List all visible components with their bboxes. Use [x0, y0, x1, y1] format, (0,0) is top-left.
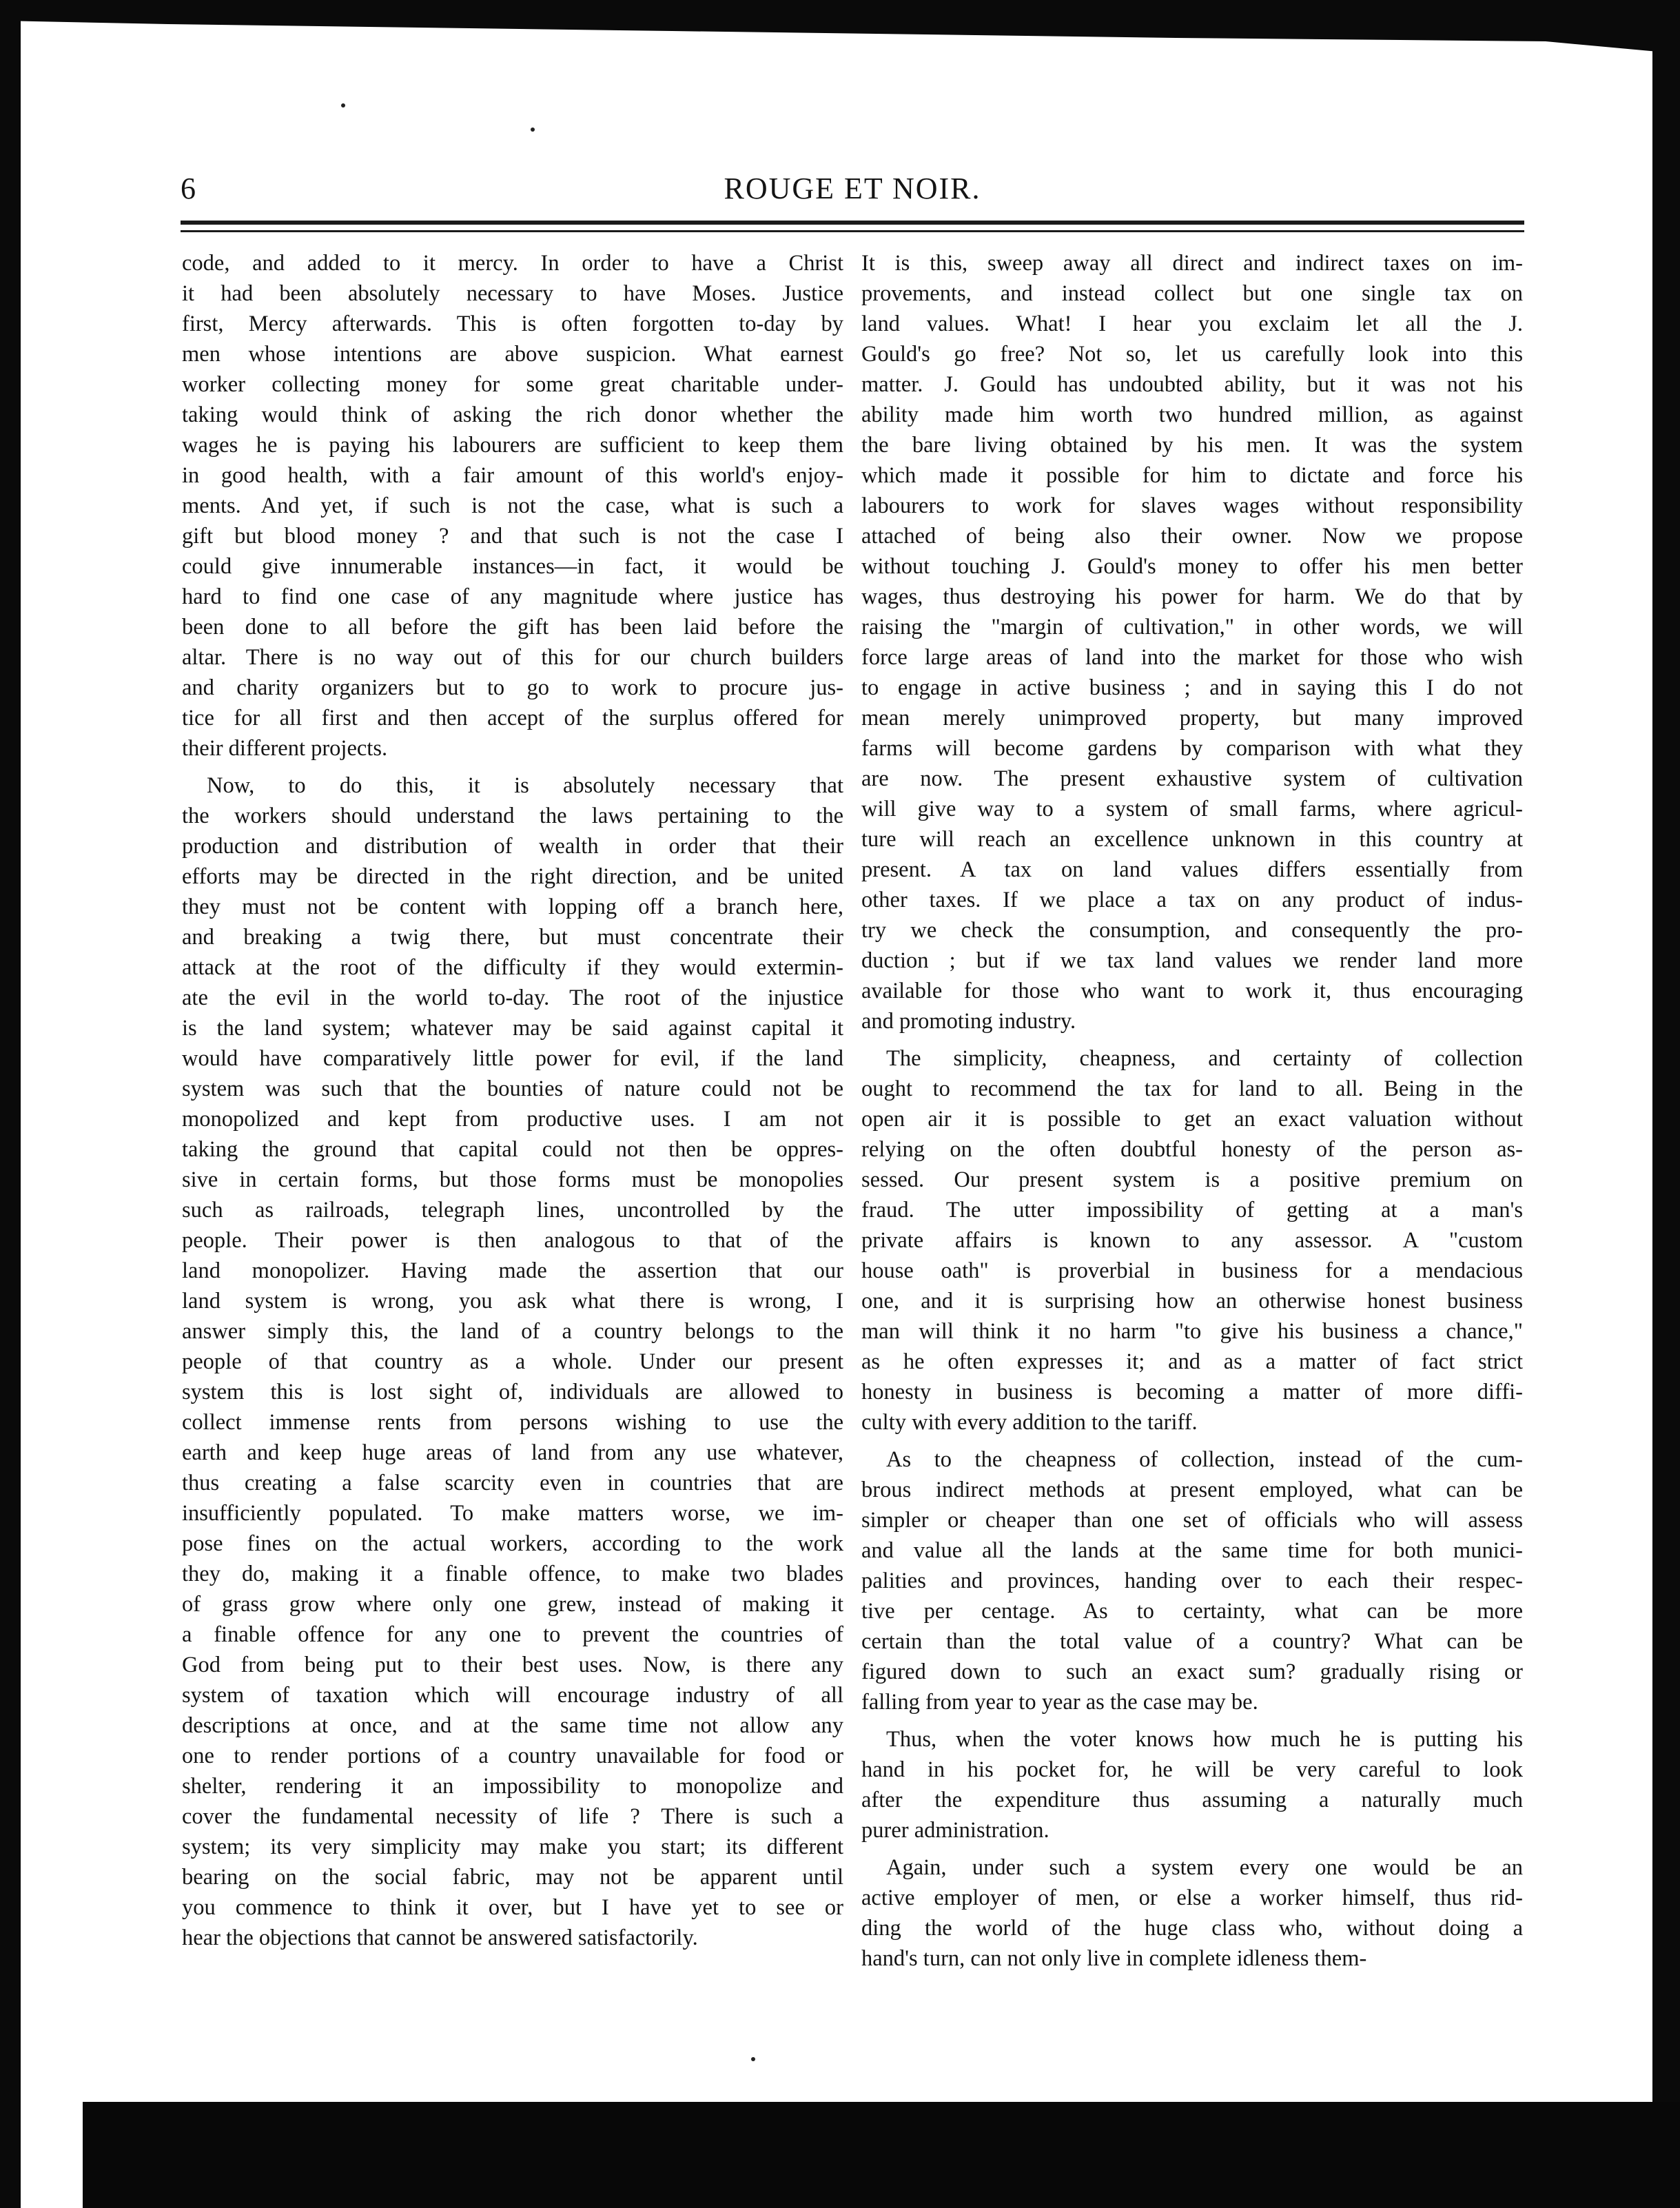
- text-line: and value all the lands at the same time for both munici-: [861, 1538, 1523, 1563]
- text-line: such as railroads, telegraph lines, uncontrolled by the: [182, 1198, 843, 1223]
- text-line: Thus, when the voter knows how much he is putting his: [886, 1727, 1523, 1752]
- text-line: certain than the total value of a country? What can be: [861, 1629, 1523, 1654]
- text-line: As to the cheapness of collection, instead of the cum-: [886, 1447, 1523, 1472]
- text-line: one, and it is surprising how an otherwise honest business: [861, 1289, 1523, 1313]
- text-line: man will think it no harm "to give his business a chance,": [861, 1319, 1523, 1344]
- scan-border-left: [0, 0, 21, 2208]
- paragraph: [182, 248, 843, 764]
- text-line: other taxes. If we place a tax on any product of indus-: [861, 888, 1523, 912]
- paragraph: [861, 1444, 1523, 1717]
- text-line: figured down to such an exact sum? gradually rising or: [861, 1659, 1523, 1684]
- paragraph-gap: [182, 764, 843, 770]
- text-line: mean merely unimproved property, but many improved: [861, 706, 1523, 730]
- text-line: Again, under such a system every one would be an: [886, 1855, 1523, 1880]
- text-line: taking would think of asking the rich donor whether the: [182, 402, 843, 427]
- text-line: force large areas of land into the market for those who wish: [861, 645, 1523, 670]
- text-line: gift but blood money ? and that such is not the case I: [182, 524, 843, 549]
- text-line: fraud. The utter impossibility of getting at a man's: [861, 1198, 1523, 1223]
- text-line: system of taxation which will encourage industry of all: [182, 1683, 843, 1708]
- text-line: efforts may be directed in the right direction, and be united: [182, 864, 843, 889]
- text-line: first, Mercy afterwards. This is often forgotten to-day by: [182, 311, 843, 336]
- text-line: worker collecting money for some great charitable under-: [182, 372, 843, 397]
- paragraph: [861, 1043, 1523, 1438]
- text-line: raising the "margin of cultivation," in other words, we will: [861, 615, 1523, 640]
- text-line: people. Their power is then analogous to that of the: [182, 1228, 843, 1253]
- running-head: [181, 171, 1524, 209]
- text-line: cover the fundamental necessity of life ? There is such a: [182, 1804, 843, 1829]
- text-line: production and distribution of wealth in order that their: [182, 834, 843, 859]
- paragraph: [182, 770, 843, 1953]
- text-line: collect immense rents from persons wishing to use the: [182, 1410, 843, 1435]
- text-line: system; its very simplicity may make you start; its different: [182, 1834, 843, 1859]
- text-line: the workers should understand the laws pertaining to the: [182, 804, 843, 828]
- text-line: and breaking a twig there, but must concentrate their: [182, 925, 843, 950]
- text-line: answer simply this, the land of a country belongs to the: [182, 1319, 843, 1344]
- text-line: they must not be content with lopping off a branch here,: [182, 895, 843, 919]
- text-line: code, and added to it mercy. In order to have a Christ: [182, 251, 843, 276]
- text-line: in good health, with a fair amount of this world's enjoy-: [182, 463, 843, 488]
- text-line: open air it is possible to get an exact valuation without: [861, 1107, 1523, 1132]
- text-line: hear the objections that cannot be answered satisfactorily.: [182, 1925, 698, 1950]
- text-line: private affairs is known to any assessor. A "custom: [861, 1228, 1523, 1253]
- text-line: earth and keep huge areas of land from any use whatever,: [182, 1440, 843, 1465]
- text-line: falling from year to year as the case may be.: [861, 1690, 1258, 1715]
- text-line: been done to all before the gift has been laid before the: [182, 615, 843, 640]
- text-line: people of that country as a whole. Under our present: [182, 1349, 843, 1374]
- text-line: ding the world of the huge class who, without doing a: [861, 1916, 1523, 1941]
- text-line: hand in his pocket for, he will be very careful to look: [861, 1757, 1523, 1782]
- text-line: Now, to do this, it is absolutely necessary that: [207, 773, 843, 798]
- text-line: hand's turn, can not only live in complete idleness them-: [861, 1946, 1367, 1971]
- text-line: labourers to work for slaves wages without responsibility: [861, 493, 1523, 518]
- text-line: as he often expresses it; and as a matter of fact strict: [861, 1349, 1523, 1374]
- text-line: could give innumerable instances—in fact, it would be: [182, 554, 843, 579]
- header-rule: [181, 230, 1524, 232]
- paragraph: [861, 248, 1523, 1036]
- text-line: provements, and instead collect but one single tax on: [861, 281, 1523, 306]
- text-line: culty with every addition to the tariff.: [861, 1410, 1198, 1435]
- text-line: a finable offence for any one to prevent the countries of: [182, 1622, 843, 1647]
- scan-speck: [751, 2057, 755, 2061]
- paragraph: [861, 1724, 1523, 1846]
- text-line: attached of being also their owner. Now we propose: [861, 524, 1523, 549]
- text-line: hard to find one case of any magnitude where justice has: [182, 584, 843, 609]
- text-line: brous indirect methods at present employed, what can be: [861, 1478, 1523, 1502]
- paragraph-gap: [861, 1717, 1523, 1724]
- text-line: ability made him worth two hundred million, as against: [861, 402, 1523, 427]
- text-line: simpler or cheaper than one set of officials who will assess: [861, 1508, 1523, 1533]
- text-line: ought to recommend the tax for land to all. Being in the: [861, 1076, 1523, 1101]
- text-line: thus creating a false scarcity even in countries that are: [182, 1471, 843, 1495]
- paragraph-gap: [861, 1036, 1523, 1043]
- text-line: tice for all first and then accept of the surplus offered for: [182, 706, 843, 730]
- text-line: tive per centage. As to certainty, what can be more: [861, 1599, 1523, 1624]
- text-line: ate the evil in the world to-day. The root of the injustice: [182, 985, 843, 1010]
- text-line: It is this, sweep away all direct and indirect taxes on im-: [861, 251, 1523, 276]
- paragraph-gap: [861, 1438, 1523, 1444]
- text-line: active employer of men, or else a worker himself, thus rid-: [861, 1885, 1523, 1910]
- text-line: insufficiently populated. To make matters worse, we im-: [182, 1501, 843, 1526]
- text-line: system was such that the bounties of nature could not be: [182, 1076, 843, 1101]
- text-line: is the land system; whatever may be said against capital it: [182, 1016, 843, 1041]
- text-line: farms will become gardens by comparison with what they: [861, 736, 1523, 761]
- text-line: honesty in business is becoming a matter of more diffi-: [861, 1380, 1523, 1404]
- scan-border-top: [0, 0, 1680, 69]
- text-line: to engage in active business ; and in saying this I do not: [861, 675, 1523, 700]
- text-line: Gould's go free? Not so, let us carefully look into this: [861, 342, 1523, 367]
- text-line: God from being put to their best uses. Now, is there any: [182, 1653, 843, 1677]
- text-line: men whose intentions are above suspicion. What earnest: [182, 342, 843, 367]
- paragraph-gap: [861, 1846, 1523, 1852]
- text-line: house oath" is proverbial in business for a mendacious: [861, 1258, 1523, 1283]
- text-line: monopolized and kept from productive uses. I am not: [182, 1107, 843, 1132]
- text-line: and promoting industry.: [861, 1009, 1076, 1034]
- text-line: present. A tax on land values differs essentially from: [861, 857, 1523, 882]
- text-line: they do, making it a finable offence, to make two blades: [182, 1562, 843, 1586]
- text-line: taking the ground that capital could not then be oppres-: [182, 1137, 843, 1162]
- journal-title: ROUGE ET NOIR.: [724, 172, 981, 205]
- text-line: will give way to a system of small farms, where agricul-: [861, 797, 1523, 821]
- text-line: relying on the often doubtful honesty of the person as-: [861, 1137, 1523, 1162]
- text-line: system this is lost sight of, individuals are allowed to: [182, 1380, 843, 1404]
- text-line: wages, thus destroying his power for harm. We do that by: [861, 584, 1523, 609]
- text-line: their different projects.: [182, 736, 388, 761]
- text-line: altar. There is no way out of this for our church builders: [182, 645, 843, 670]
- text-line: of grass grow where only one grew, instead of making it: [182, 1592, 843, 1617]
- text-line: ture will reach an excellence unknown in this country at: [861, 827, 1523, 852]
- left-column: [182, 248, 843, 1953]
- text-line: land system is wrong, you ask what there is wrong, I: [182, 1289, 843, 1313]
- text-line: palities and provinces, handing over to each their respec-: [861, 1568, 1523, 1593]
- scan-speck: [531, 127, 535, 132]
- text-line: attack at the root of the difficulty if they would extermin-: [182, 955, 843, 980]
- paragraph: [861, 1852, 1523, 1974]
- text-line: duction ; but if we tax land values we render land more: [861, 948, 1523, 973]
- text-line: which made it possible for him to dictate and force his: [861, 463, 1523, 488]
- text-line: try we check the consumption, and consequently the pro-: [861, 918, 1523, 943]
- text-line: you commence to think it over, but I have yet to see or: [182, 1895, 843, 1920]
- text-line: The simplicity, cheapness, and certainty of collection: [886, 1046, 1523, 1071]
- header-rule: [181, 221, 1524, 225]
- text-line: available for those who want to work it, thus encouraging: [861, 979, 1523, 1003]
- text-line: it had been absolutely necessary to have Moses. Justice: [182, 281, 843, 306]
- text-line: the bare living obtained by his men. It was the system: [861, 433, 1523, 458]
- text-line: after the expenditure thus assuming a naturally much: [861, 1788, 1523, 1812]
- text-line: pose fines on the actual workers, according to the work: [182, 1531, 843, 1556]
- text-line: bearing on the social fabric, may not be apparent until: [182, 1865, 843, 1890]
- text-line: land monopolizer. Having made the assertion that our: [182, 1258, 843, 1283]
- text-line: sive in certain forms, but those forms must be monopolies: [182, 1167, 843, 1192]
- page-number: 6: [181, 172, 196, 205]
- text-line: would have comparatively little power for evil, if the land: [182, 1046, 843, 1071]
- text-line: are now. The present exhaustive system of cultivation: [861, 766, 1523, 791]
- text-line: matter. J. Gould has undoubted ability, but it was not his: [861, 372, 1523, 397]
- text-line: without touching J. Gould's money to offer his men better: [861, 554, 1523, 579]
- text-line: wages he is paying his labourers are sufficient to keep them: [182, 433, 843, 458]
- right-column: [861, 248, 1523, 1974]
- scan-border-bottom: [83, 2102, 1680, 2208]
- text-line: ments. And yet, if such is not the case, what is such a: [182, 493, 843, 518]
- scan-border-right: [1652, 0, 1680, 2208]
- text-line: land values. What! I hear you exclaim let all the J.: [861, 311, 1523, 336]
- text-line: descriptions at once, and at the same time not allow any: [182, 1713, 843, 1738]
- scan-speck: [341, 103, 345, 108]
- text-line: and charity organizers but to go to work to procure jus-: [182, 675, 843, 700]
- text-line: one to render portions of a country unavailable for food or: [182, 1744, 843, 1768]
- text-line: purer administration.: [861, 1818, 1049, 1843]
- text-line: shelter, rendering it an impossibility to monopolize and: [182, 1774, 843, 1799]
- text-line: sessed. Our present system is a positive premium on: [861, 1167, 1523, 1192]
